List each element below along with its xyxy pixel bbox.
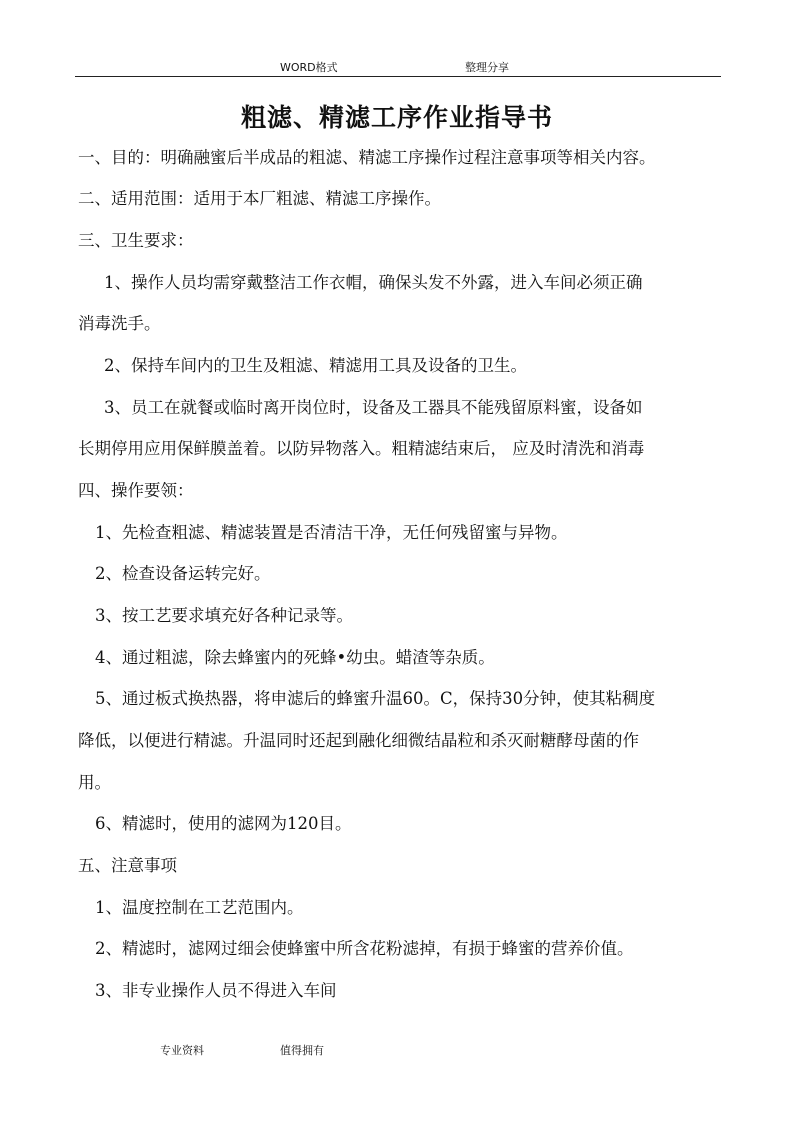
hygiene-item-1-cont: 消毒洗手。	[78, 314, 161, 333]
notes-item-1: 1、温度控制在工艺范围内。	[95, 898, 304, 917]
notes-item-2: 2、精滤时，滤网过细会使蜂蜜中所含花粉滤掉，有损于蜂蜜的营养价值。	[95, 939, 634, 958]
hygiene-item-1: 1、操作人员均需穿戴整洁工作衣帽，确保头发不外露，进入车间必须正确	[104, 273, 643, 292]
section-operation-heading: 四、操作要领：	[78, 481, 194, 500]
operation-item-1: 1、先检查粗滤、精滤装置是否清洁干净，无任何残留蜜与异物。	[95, 523, 568, 542]
operation-item-5: 5、通过板式换热器，将申滤后的蜂蜜升温60。C，保持30分钟，使其粘稠度	[95, 689, 656, 708]
section-notes-heading: 五、注意事项	[78, 856, 177, 875]
hygiene-item-3-cont: 长期停用应用保鲜膜盖着。以防异物落入。粗精滤结束后， 应及时清洗和消毒	[78, 439, 645, 458]
operation-item-5-cont-2: 用。	[78, 773, 111, 792]
section-scope: 二、适用范围：适用于本厂粗滤、精滤工序操作。	[78, 189, 441, 208]
section-purpose: 一、目的：明确融蜜后半成品的粗滤、精滤工序操作过程注意事项等相关内容。	[78, 148, 656, 167]
section-hygiene-heading: 三、卫生要求：	[78, 231, 194, 250]
page-header	[75, 56, 721, 77]
operation-item-4: 4、通过粗滤，除去蜂蜜内的死蜂•幼虫。蜡渣等杂质。	[95, 648, 495, 667]
footer-left-text: 专业资料	[160, 1044, 204, 1057]
operation-item-3: 3、按工艺要求填充好各种记录等。	[95, 606, 353, 625]
header-left-text: WORD格式	[280, 61, 338, 74]
document-title: 粗滤、精滤工序作业指导书	[240, 103, 553, 132]
hygiene-item-3: 3、员工在就餐或临时离开岗位时，设备及工器具不能残留原料蜜，设备如	[104, 398, 643, 417]
header-right-text: 整理分享	[465, 61, 509, 74]
operation-item-6: 6、精滤时，使用的滤网为120目。	[95, 814, 352, 833]
operation-item-5-cont: 降低，以便进行精滤。升温同时还起到融化细微结晶粒和杀灭耐糖酵母菌的作	[78, 731, 639, 750]
notes-item-3: 3、非专业操作人员不得进入车间	[95, 981, 337, 1000]
hygiene-item-2: 2、保持车间内的卫生及粗滤、精滤用工具及设备的卫生。	[104, 356, 527, 375]
footer-right-text: 值得拥有	[280, 1044, 324, 1057]
operation-item-2: 2、检查设备运转完好。	[95, 564, 271, 583]
